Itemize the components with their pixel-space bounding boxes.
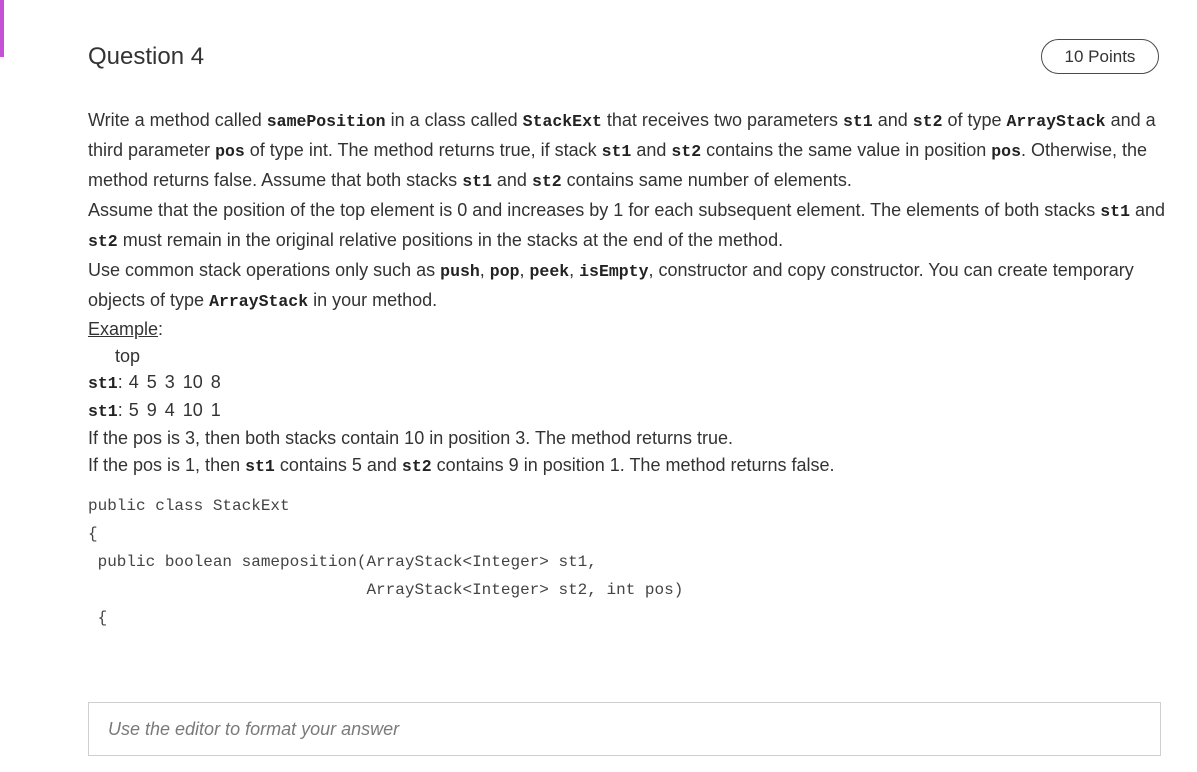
text: and — [1129, 200, 1166, 220]
example-top-label — [88, 343, 1168, 369]
code-line: ArrayStack<Integer> st2, int pos) — [88, 581, 684, 599]
question-accent-bar — [0, 0, 4, 57]
text: : — [117, 372, 123, 392]
example-result-1: If the pos is 3, then both stacks contain 10 in position 3. The method returns true. — [88, 428, 734, 448]
code-line: { — [88, 525, 98, 543]
code-term: st2 — [531, 172, 562, 191]
stack-values: 5 9 4 10 1 — [128, 400, 221, 420]
stack-name: st1 — [88, 402, 118, 421]
text: in your method. — [308, 290, 438, 310]
code-term: st2 — [401, 457, 432, 476]
code-term: samePosition — [266, 112, 386, 131]
example-label: Example — [88, 319, 159, 339]
code-snippet — [88, 492, 683, 632]
top-marker: top — [115, 346, 141, 366]
code-term: st2 — [88, 232, 118, 251]
stack-name: st1 — [88, 374, 118, 393]
text: that receives two parameters — [601, 110, 843, 130]
text: , — [479, 260, 490, 280]
code-term: st2 — [912, 112, 943, 131]
code-term: peek — [529, 262, 570, 281]
text: in a class called — [385, 110, 523, 130]
example-row-1 — [88, 369, 1168, 397]
text: , — [519, 260, 530, 280]
code-term: st1 — [245, 457, 275, 476]
text: and — [631, 140, 672, 160]
text: and — [491, 170, 532, 190]
text: , constructor and copy constructor. You can create temporary objects of type — [88, 260, 1134, 310]
text: contains 9 in position 1. The method returns false. — [431, 455, 835, 475]
stack-values: 4 5 3 10 8 — [128, 372, 221, 392]
code-term: st1 — [843, 112, 873, 131]
paragraph-2 — [88, 196, 1168, 256]
paragraph-3 — [88, 256, 1168, 316]
answer-placeholder: Use the editor to format your answer — [108, 718, 400, 739]
text: must remain in the original relative positions in the stacks at the end of the method. — [117, 230, 784, 250]
code-term: isEmpty — [579, 262, 649, 281]
text: , — [569, 260, 580, 280]
code-term: ArrayStack — [209, 292, 309, 311]
code-line: public class StackExt — [88, 497, 290, 515]
code-term: push — [440, 262, 480, 281]
text: contains 5 and — [274, 455, 402, 475]
text: : — [117, 400, 123, 420]
paragraph-1 — [88, 106, 1168, 196]
text: of type — [942, 110, 1007, 130]
question-body — [88, 106, 1168, 480]
text: . Otherwise, the method returns false. Assume that both stacks — [88, 140, 1148, 190]
points-badge: 10 Points — [1041, 39, 1159, 74]
text: Assume that the position of the top element is 0 and increases by 1 for each subsequent element. The elements of both stacks — [88, 200, 1101, 220]
code-term: st1 — [462, 172, 492, 191]
example-result-2 — [88, 452, 1168, 480]
text: Use common stack operations only such as — [88, 260, 441, 280]
text: If the pos is 1, then — [88, 455, 246, 475]
text: Write a method called — [88, 110, 267, 130]
answer-editor[interactable] — [88, 702, 1161, 756]
code-term: pos — [991, 142, 1021, 161]
code-line: { — [88, 609, 108, 627]
text: and — [872, 110, 913, 130]
code-term: st2 — [671, 142, 702, 161]
code-term: pop — [489, 262, 520, 281]
example-heading — [88, 316, 1168, 343]
code-line: public boolean sameposition(ArrayStack<Integer> st1, — [88, 553, 597, 571]
text: contains the same value in position — [701, 140, 992, 160]
code-term: st1 — [601, 142, 632, 161]
code-term: ArrayStack — [1006, 112, 1106, 131]
example-row-2 — [88, 397, 1168, 425]
code-term: StackExt — [522, 112, 602, 131]
text: of type int. The method returns true, if stack — [244, 140, 602, 160]
text: and a third parameter — [88, 110, 1156, 160]
text: contains same number of elements. — [561, 170, 852, 190]
code-term: pos — [215, 142, 245, 161]
code-term: st1 — [1100, 202, 1130, 221]
question-title: Question 4 — [88, 43, 205, 70]
text: : — [158, 319, 164, 339]
